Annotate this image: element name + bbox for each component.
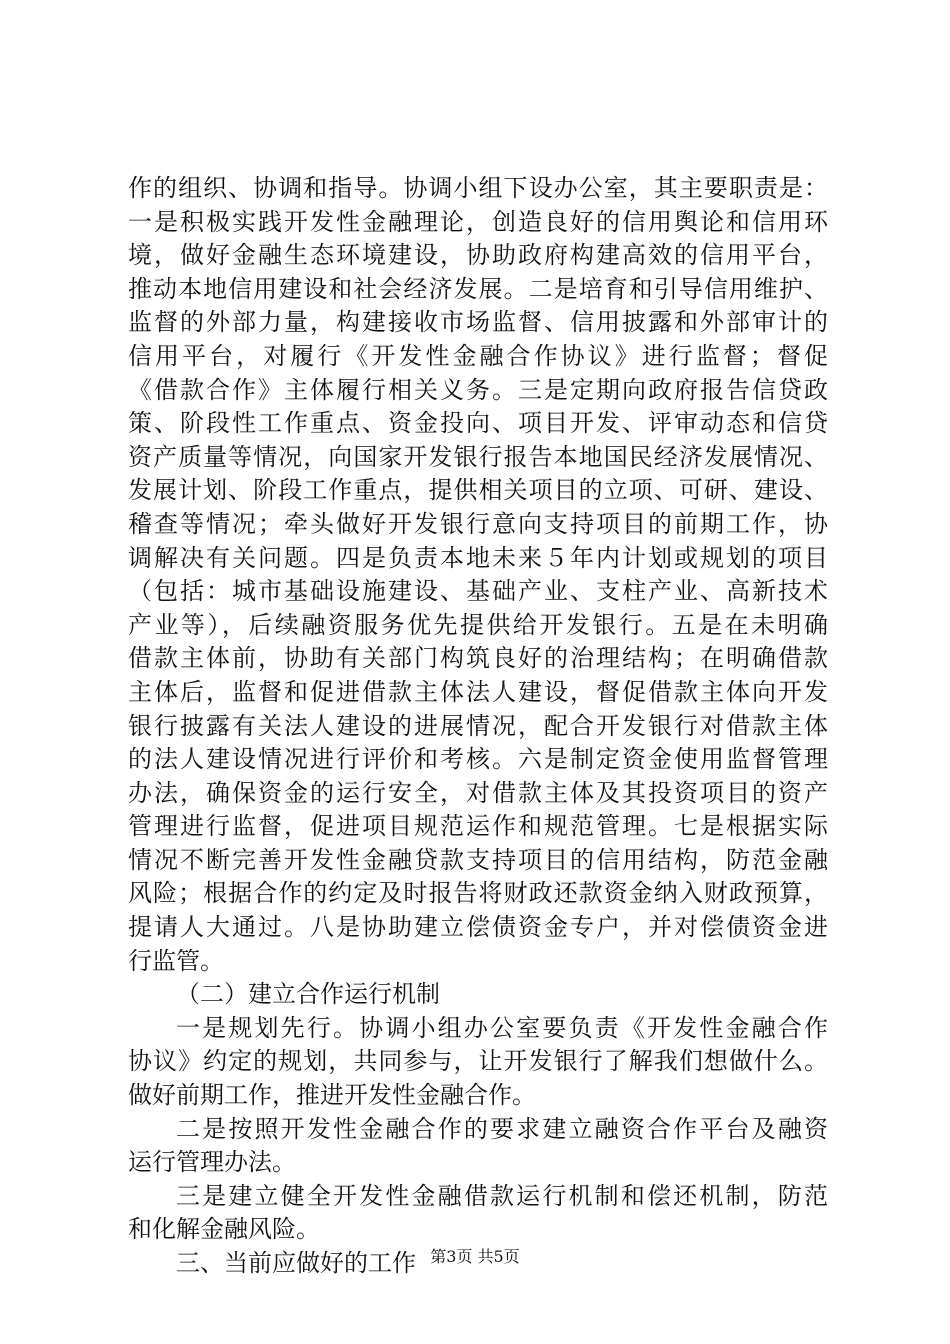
- body-line: 行监管。: [128, 946, 224, 975]
- paragraph-line: 和化解金融风险。: [128, 1215, 320, 1244]
- body-line: 产业等），后续融资服务优先提供给开发银行。五是在未明确: [128, 610, 828, 639]
- section-heading-2: （二）建立合作运行机制: [176, 980, 440, 1009]
- body-line: 稽查等情况；牵头做好开发银行意向支持项目的前期工作，协: [128, 509, 828, 538]
- section-heading-3: 三、当前应做好的工作: [176, 1249, 416, 1277]
- body-line: 推动本地信用建设和社会经济发展。二是培育和引导信用维护、: [128, 274, 828, 303]
- body-line: 管理进行监督，促进项目规范运作和规范管理。七是根据实际: [128, 812, 828, 841]
- paragraph-line: 二是按照开发性金融合作的要求建立融资合作平台及融资: [176, 1114, 828, 1143]
- paragraph-line: 运行管理办法。: [128, 1148, 296, 1177]
- body-line: 风险；根据合作的约定及时报告将财政还款资金纳入财政预算，: [128, 879, 828, 908]
- body-line: 一是积极实践开发性金融理论，创造良好的信用舆论和信用环: [128, 207, 828, 236]
- paragraph-line: 一是规划先行。协调小组办公室要负责《开发性金融合作: [176, 1013, 828, 1042]
- body-line: 《借款合作》主体履行相关义务。三是定期向政府报告信贷政: [128, 375, 828, 404]
- body-line: 办法，确保资金的运行安全，对借款主体及其投资项目的资产: [128, 778, 828, 807]
- body-line: 借款主体前，协助有关部门构筑良好的治理结构；在明确借款: [128, 644, 828, 673]
- body-line: 提请人大通过。八是协助建立偿债资金专户，并对偿债资金进: [128, 913, 828, 942]
- body-line: 作的组织、协调和指导。协调小组下设办公室，其主要职责是：: [128, 174, 828, 202]
- body-line: （包括：城市基础设施建设、基础产业、支柱产业、高新技术: [128, 577, 828, 606]
- paragraph-line: 三是建立健全开发性金融借款运行机制和偿还机制，防范: [176, 1181, 828, 1210]
- body-line: 策、阶段性工作重点、资金投向、项目开发、评审动态和信贷: [128, 409, 828, 438]
- body-line: 情况不断完善开发性金融贷款支持项目的信用结构，防范金融: [128, 845, 828, 874]
- paragraph-line: 做好前期工作，推进开发性金融合作。: [128, 1081, 536, 1110]
- body-line: 信用平台，对履行《开发性金融合作协议》进行监督；督促: [128, 341, 828, 370]
- document-body: [128, 172, 828, 1281]
- body-line: 的法人建设情况进行评价和考核。六是制定资金使用监督管理: [128, 745, 828, 774]
- body-line: 资产质量等情况，向国家开发银行报告本地国民经济发展情况、: [128, 442, 828, 471]
- body-line: 监督的外部力量，构建接收市场监督、信用披露和外部审计的: [128, 308, 828, 337]
- body-line: 调解决有关问题。四是负责本地未来５年内计划或规划的项目: [128, 543, 828, 572]
- body-line: 发展计划、阶段工作重点，提供相关项目的立项、可研、建设、: [128, 476, 828, 505]
- body-line: 银行披露有关法人建设的进展情况，配合开发银行对借款主体: [128, 711, 828, 740]
- body-line: 境，做好金融生态环境建设，协助政府构建高效的信用平台，: [128, 241, 828, 270]
- body-line: 主体后，监督和促进借款主体法人建设，督促借款主体向开发: [128, 677, 828, 706]
- paragraph-line: 协议》约定的规划，共同参与，让开发银行了解我们想做什么。: [128, 1047, 828, 1076]
- page-footer: 第3页 共5页: [430, 1247, 520, 1266]
